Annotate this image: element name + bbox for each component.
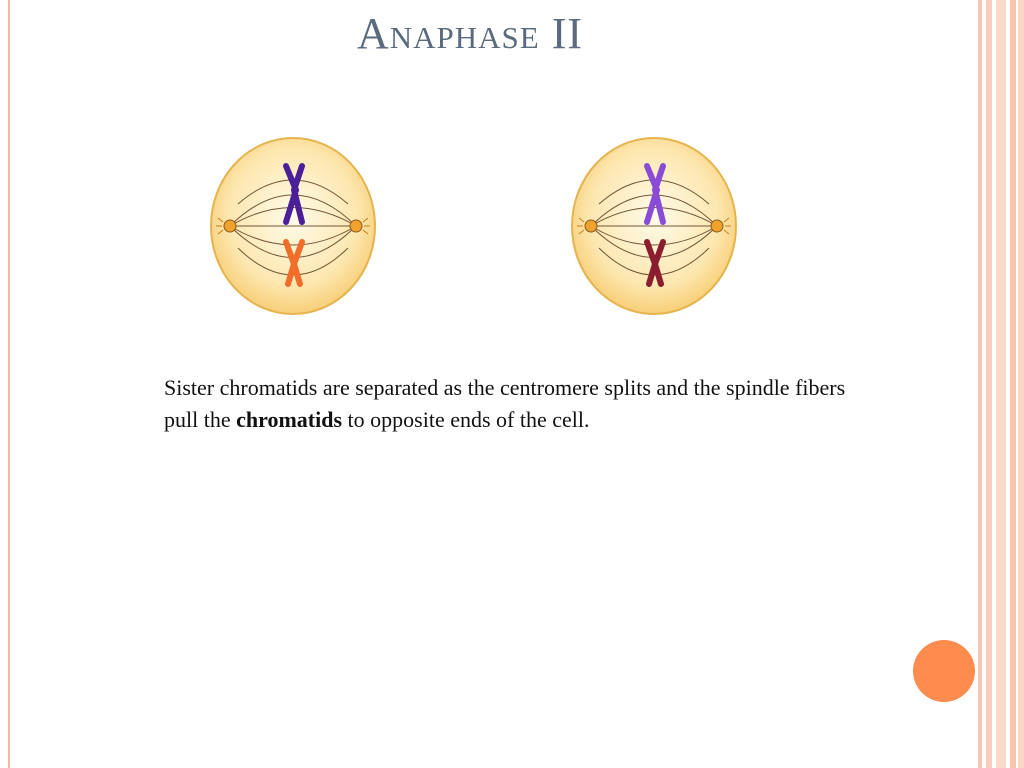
body-text-bold-term: chromatids	[236, 407, 343, 432]
right-decorative-stripes	[978, 0, 1024, 768]
cell-right	[569, 134, 739, 318]
body-text-end: to opposite ends of the cell.	[342, 407, 590, 432]
slide-title: Anaphase II	[356, 9, 584, 58]
cell-left	[208, 134, 378, 318]
cell-right-illustration	[569, 134, 739, 318]
cell-left-illustration	[208, 134, 378, 318]
left-border-line	[8, 0, 10, 768]
slide-body-text	[164, 372, 884, 436]
body-text-start: Sister chromatids are separated as the centromere splits and the spindle fibers pull the	[164, 375, 846, 432]
decorative-orange-circle	[913, 640, 975, 702]
